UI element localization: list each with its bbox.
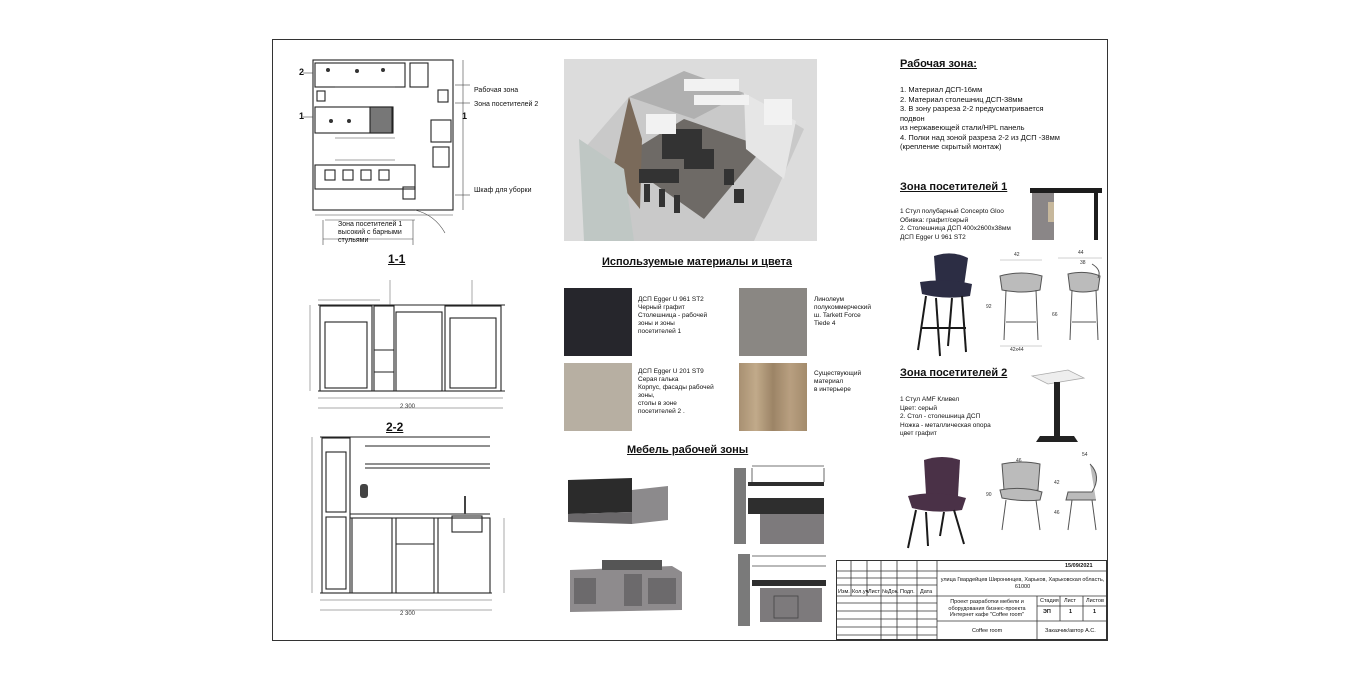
stage-label: Стадия xyxy=(1040,598,1059,604)
stage-value: ЭП xyxy=(1043,609,1051,615)
section-mark-2: 2 xyxy=(299,67,305,77)
title-date: 15/09/2021 xyxy=(1065,563,1093,569)
material-4-text: Существующий материал в интерьере xyxy=(814,370,862,393)
chair-dim-seat: 46 xyxy=(1054,510,1060,516)
sheet-label: Лист xyxy=(1064,598,1076,604)
section-22-total: 2 300 xyxy=(400,611,416,617)
materials-title: Используемые материалы и цвета xyxy=(602,256,793,268)
swatch-existing-wood xyxy=(739,363,807,431)
furniture-title: Мебель рабочей зоны xyxy=(627,444,749,456)
bar-table-icon xyxy=(1028,186,1104,242)
stool1-dim-depth: 44 xyxy=(1078,250,1084,256)
chair-dim-height: 90 xyxy=(986,492,992,498)
material-3-text: ДСП Egger U 201 ST9 Серая галька Корпус, фасады рабочей зоны, столы в зоне посетителей 2 . xyxy=(638,368,714,415)
stool1-dim-top: 38 xyxy=(1080,260,1086,266)
swatch-black-graphite xyxy=(564,288,632,356)
head-label-izm: Изм. xyxy=(838,589,850,595)
render-3d-view xyxy=(564,59,817,241)
stool1-dim-seat: 66 xyxy=(1052,312,1058,318)
title-address: улица Гвардейцев Широнинцев, Харьков, Харьковская область, 61000 xyxy=(940,577,1105,590)
sheets-value: 1 xyxy=(1093,609,1097,615)
chair-drawings xyxy=(992,456,1110,536)
title-block xyxy=(836,560,1107,640)
stool1-dim-width: 42 xyxy=(1014,252,1020,258)
sheet-value: 1 xyxy=(1069,609,1073,615)
head-label-list: Лист xyxy=(868,589,880,595)
head-label-doc: №Док. xyxy=(882,589,899,595)
guests-2-list: 1 Стул AMF Кливел Цвет: серый 2. Стол - столешница ДСП Ножка - металлическая опора цвет графит xyxy=(900,396,991,437)
head-label-podp: Подп. xyxy=(900,589,915,595)
title-author: Заказчик/автор А.С. xyxy=(1045,628,1096,634)
callout-cabinet: Шкаф для уборки xyxy=(474,187,532,194)
guests-2-title: Зона посетителей 2 xyxy=(900,367,1008,379)
guests-1-title: Зона посетителей 1 xyxy=(900,181,1008,193)
swatch-grey-pebble xyxy=(564,363,632,431)
title-project: Проект разработки мебели и оборудования бизнес-проекта Интернет кафе "Coffee room" xyxy=(948,599,1026,618)
stool1-dim-height: 92 xyxy=(986,304,992,310)
section-11-title: 1-1 xyxy=(388,252,406,266)
section-mark-1: 1 xyxy=(299,111,305,121)
work-zone-list: 1. Материал ДСП-16мм 2. Материал столешниц ДСП-38мм 3. В зону разреза 2-2 предусматривается подвон из нержавеющей стали/HPL панель 4. Полки над зоной разреза 2-2 из ДСП -38мм (крепление скрытый монтаж) xyxy=(900,85,1060,151)
bar-stool-render xyxy=(912,252,976,360)
chair-dim-width: 46 xyxy=(1016,458,1022,464)
callout-work-zone: Рабочая зона xyxy=(474,87,519,94)
bar-stool-drawings xyxy=(992,250,1110,360)
section-22-title: 2-2 xyxy=(386,420,404,434)
section-11-total: 2 300 xyxy=(400,404,416,410)
guests-1-list: 1 Стул полубарный Concepto Gloo Обивка: графит/серый 2. Столешница ДСП 400х2600х38мм ДСП Egger U 961 ST2 xyxy=(900,208,1011,241)
floor-plan xyxy=(295,55,555,255)
furniture-renders xyxy=(562,462,832,630)
chair-dim-depth: 54 xyxy=(1082,452,1088,458)
chair-dim-back: 42 xyxy=(1054,480,1060,486)
section-mark-1-right: 1 xyxy=(462,111,468,121)
swatch-linoleum xyxy=(739,288,807,356)
work-zone-title: Рабочая зона: xyxy=(900,58,977,70)
material-2-text: Линолеум полукоммерческий ш. Tarkett Force Tiede 4 xyxy=(814,296,871,327)
stool1-dim-base: 42х44 xyxy=(1010,347,1024,353)
title-client: Coffee room xyxy=(972,628,1003,634)
sheets-label: Листов xyxy=(1086,598,1104,604)
material-1-text: ДСП Egger U 961 ST2 Черный графит Столешница - рабочей зоны и зоны посетителей 1 xyxy=(638,296,708,335)
callout-guests-2: Зона посетителей 2 xyxy=(474,101,539,108)
chair-render xyxy=(904,456,970,550)
section-22-drawing xyxy=(280,432,515,637)
cafe-table-render xyxy=(1028,366,1088,444)
head-label-date: Дата xyxy=(920,589,933,595)
callout-guests-1: Зона посетителей 1 высокий с барными стульями xyxy=(338,221,403,244)
section-11-drawing xyxy=(290,270,510,420)
head-label-kol: Кол.уч xyxy=(852,589,869,595)
